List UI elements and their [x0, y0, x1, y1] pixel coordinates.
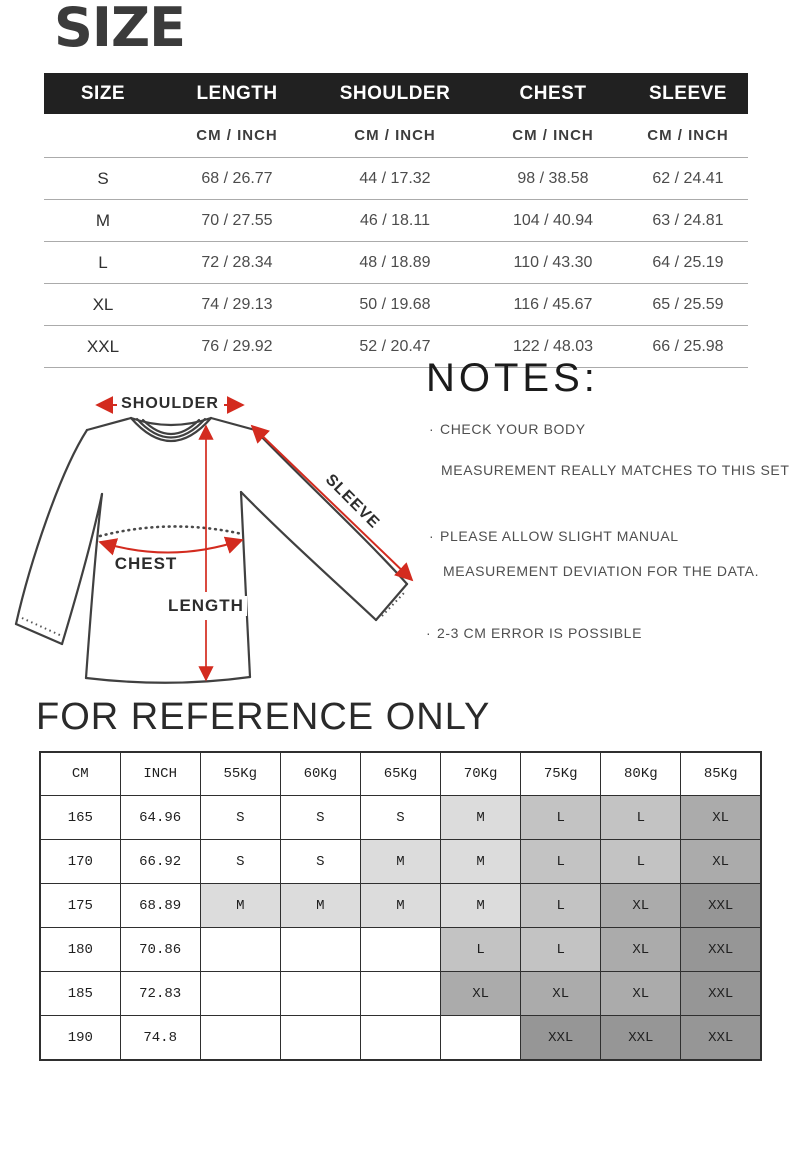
size-cell-sleeve: 65 / 25.59 — [652, 295, 724, 313]
unit-cell: CM / INCH — [196, 127, 278, 144]
ref-cell-inch: 64.96 — [120, 796, 200, 840]
reference-table — [39, 751, 762, 1061]
size-table-row — [44, 158, 748, 200]
sleeve-arrow — [252, 426, 412, 580]
size-cell-length: 74 / 29.13 — [201, 295, 273, 313]
ref-cell-size: XL — [441, 972, 521, 1016]
bullet-icon: · — [426, 625, 432, 641]
note-item-continuation — [443, 563, 759, 579]
size-cell-shoulder: 52 / 20.47 — [359, 337, 431, 355]
size-cell-size: S — [97, 168, 109, 188]
ref-table-row — [40, 884, 761, 928]
ref-cell-size — [360, 1016, 440, 1061]
size-cell-shoulder: 48 / 18.89 — [359, 253, 431, 271]
measure-arrows — [97, 405, 412, 680]
ref-cell-cm: 180 — [40, 928, 120, 972]
ref-cell-size: M — [441, 840, 521, 884]
ref-cell-size: XL — [681, 840, 761, 884]
ref-cell-size: S — [200, 796, 280, 840]
ref-cell-size: XXL — [681, 1016, 761, 1061]
ref-cell-size: M — [441, 884, 521, 928]
ref-cell-inch: 66.92 — [120, 840, 200, 884]
ref-column-header: CM — [40, 752, 120, 796]
size-cell-size: XXL — [86, 336, 120, 356]
ref-cell-size: S — [200, 840, 280, 884]
size-table-header — [44, 73, 748, 114]
size-table-row — [44, 284, 748, 326]
size-table-row — [44, 326, 748, 368]
size-cell-chest: 122 / 48.03 — [512, 337, 594, 355]
ref-cell-size — [280, 1016, 360, 1061]
shirt-outline-drawing — [0, 372, 432, 707]
ref-cell-size: M — [441, 796, 521, 840]
ref-cell-size: S — [360, 796, 440, 840]
ref-column-header: 80Kg — [601, 752, 681, 796]
size-cell-sleeve: 62 / 24.41 — [652, 169, 724, 187]
note-text: MEASUREMENT DEVIATION FOR THE DATA. — [443, 563, 760, 579]
ref-cell-size — [280, 972, 360, 1016]
ref-cell-inch: 72.83 — [120, 972, 200, 1016]
note-item — [429, 421, 586, 437]
size-cell-sleeve: 64 / 25.19 — [652, 253, 724, 271]
chest-label: CHEST — [114, 554, 178, 573]
ref-cell-size: M — [200, 884, 280, 928]
unit-cell: CM / INCH — [647, 127, 729, 144]
size-cell-sleeve: 66 / 25.98 — [652, 337, 724, 355]
bullet-icon: · — [429, 528, 435, 544]
ref-cell-size: L — [601, 840, 681, 884]
ref-cell-size — [200, 1016, 280, 1061]
ref-cell-size: XL — [521, 972, 601, 1016]
ref-cell-size: S — [280, 796, 360, 840]
ref-cell-cm: 170 — [40, 840, 120, 884]
reference-table-header — [40, 752, 761, 796]
size-cell-length: 72 / 28.34 — [201, 253, 273, 271]
unit-cell: CM / INCH — [354, 127, 436, 144]
ref-column-header: 60Kg — [280, 752, 360, 796]
note-text: PLEASE ALLOW SLIGHT MANUAL — [440, 528, 679, 544]
size-cell-chest: 104 / 40.94 — [512, 211, 594, 229]
note-item — [429, 528, 679, 544]
note-item — [426, 625, 642, 641]
ref-cell-cm: 190 — [40, 1016, 120, 1061]
size-cell-chest: 98 / 38.58 — [517, 169, 589, 187]
ref-cell-size — [200, 928, 280, 972]
ref-cell-size: XXL — [601, 1016, 681, 1061]
ref-cell-cm: 185 — [40, 972, 120, 1016]
size-cell-length: 70 / 27.55 — [201, 211, 273, 229]
ref-cell-size: XXL — [681, 884, 761, 928]
ref-cell-size: XXL — [681, 928, 761, 972]
ref-column-header: INCH — [120, 752, 200, 796]
size-cell-shoulder: 50 / 19.68 — [359, 295, 431, 313]
note-text: CHECK YOUR BODY — [440, 421, 586, 437]
ref-cell-size: XXL — [521, 1016, 601, 1061]
ref-cell-size: L — [521, 796, 601, 840]
size-cell-length: 76 / 29.92 — [201, 337, 273, 355]
ref-cell-size: XXL — [681, 972, 761, 1016]
size-cell-shoulder: 46 / 18.11 — [360, 211, 430, 229]
ref-cell-size: XL — [601, 884, 681, 928]
ref-cell-size: XL — [681, 796, 761, 840]
ref-column-header: 55Kg — [200, 752, 280, 796]
reference-heading: FOR REFERENCE ONLY — [36, 696, 491, 738]
size-table-body — [44, 158, 748, 368]
note-text: MEASUREMENT REALLY MATCHES TO THIS SET — [441, 462, 790, 478]
ref-cell-size: L — [521, 840, 601, 884]
column-header-shoulder: SHOULDER — [339, 82, 451, 104]
ref-column-header: 75Kg — [521, 752, 601, 796]
bullet-icon: · — [429, 421, 435, 437]
column-header-size: SIZE — [80, 82, 126, 104]
ref-cell-size: L — [521, 884, 601, 928]
ref-cell-size: XL — [601, 972, 681, 1016]
size-cell-length: 68 / 26.77 — [201, 169, 273, 187]
ref-table-row — [40, 796, 761, 840]
note-item-continuation — [441, 462, 790, 478]
unit-cell: CM / INCH — [512, 127, 594, 144]
size-cell-sleeve: 63 / 24.81 — [652, 211, 724, 229]
ref-table-row — [40, 972, 761, 1016]
ref-cell-cm: 165 — [40, 796, 120, 840]
size-cell-shoulder: 44 / 17.32 — [359, 169, 431, 187]
shoulder-label: SHOULDER — [121, 395, 219, 412]
size-table-row — [44, 200, 748, 242]
size-table-row — [44, 242, 748, 284]
ref-table-row — [40, 1016, 761, 1061]
ref-cell-size: M — [360, 884, 440, 928]
unit-row — [44, 114, 748, 158]
ref-cell-size: XL — [601, 928, 681, 972]
notes-heading: NOTES: — [426, 356, 599, 400]
shirt-outline — [16, 418, 407, 683]
note-text: 2-3 CM ERROR IS POSSIBLE — [437, 625, 643, 641]
ref-cell-size — [360, 972, 440, 1016]
column-header-chest: CHEST — [519, 82, 587, 104]
ref-cell-size: S — [280, 840, 360, 884]
reference-table-body — [40, 796, 761, 1061]
size-cell-chest: 110 / 43.30 — [513, 253, 593, 271]
column-header-sleeve: SLEEVE — [649, 82, 727, 104]
ref-cell-size: L — [521, 928, 601, 972]
ref-cell-size — [360, 928, 440, 972]
shirt-diagram — [0, 372, 432, 707]
ref-cell-cm: 175 — [40, 884, 120, 928]
ref-column-header: 65Kg — [360, 752, 440, 796]
chest-arrow — [100, 540, 242, 553]
ref-cell-size — [441, 1016, 521, 1061]
ref-cell-size: M — [280, 884, 360, 928]
ref-table-row — [40, 840, 761, 884]
chest-dotted-arc — [100, 526, 242, 536]
size-cell-chest: 116 / 45.67 — [513, 295, 593, 313]
ref-cell-inch: 74.8 — [120, 1016, 200, 1061]
ref-cell-size — [280, 928, 360, 972]
ref-cell-size — [200, 972, 280, 1016]
ref-cell-inch: 68.89 — [120, 884, 200, 928]
ref-cell-size: L — [441, 928, 521, 972]
ref-cell-size: M — [360, 840, 440, 884]
ref-cell-inch: 70.86 — [120, 928, 200, 972]
ref-table-row — [40, 928, 761, 972]
size-cell-size: M — [95, 210, 111, 230]
sleeve-label: SLEEVE — [321, 471, 383, 533]
ref-column-header: 70Kg — [441, 752, 521, 796]
column-header-length: LENGTH — [196, 82, 278, 104]
size-table — [44, 73, 748, 368]
page-title: SIZE — [54, 0, 186, 59]
ref-cell-size: L — [601, 796, 681, 840]
ref-column-header: 85Kg — [681, 752, 761, 796]
size-cell-size: XL — [92, 294, 114, 314]
size-cell-size: L — [98, 252, 108, 272]
length-label: LENGTH — [165, 596, 247, 616]
